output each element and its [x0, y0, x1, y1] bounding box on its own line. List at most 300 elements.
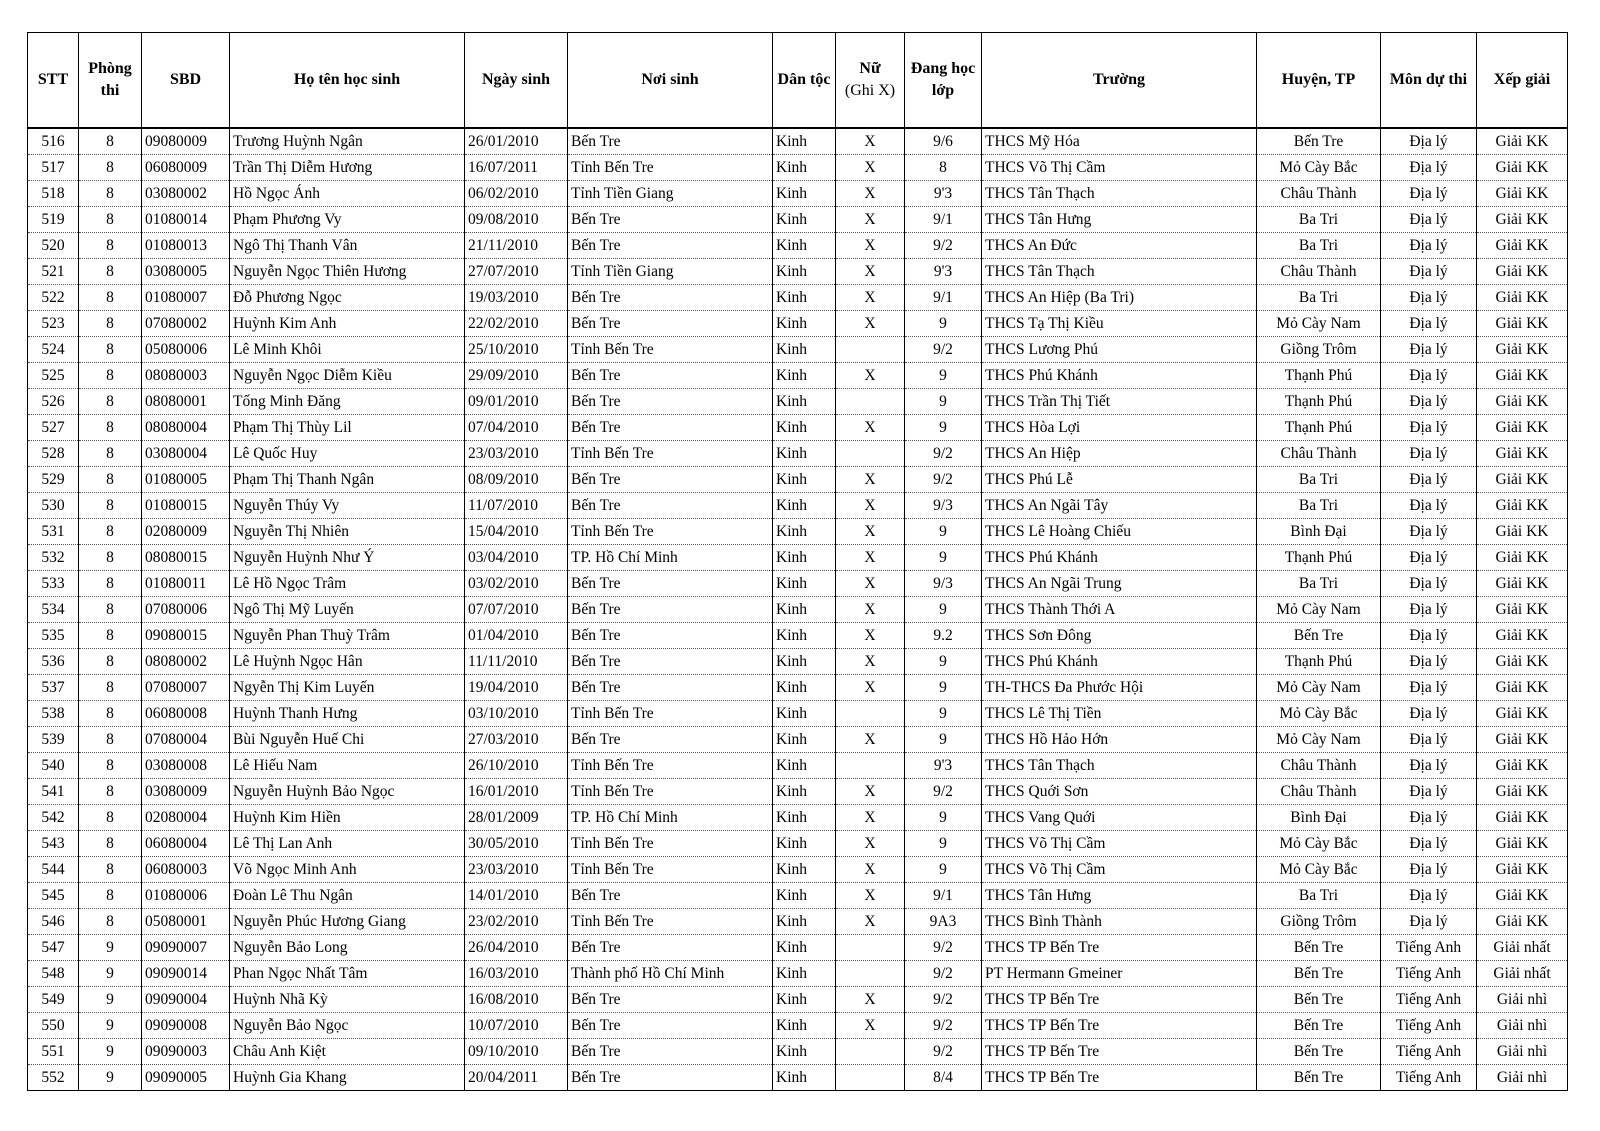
cell-ho-ten: Lê Minh Khôi — [230, 337, 465, 363]
cell-ngay-sinh: 09/01/2010 — [465, 389, 568, 415]
cell-nu: X — [836, 285, 905, 311]
cell-xep-giai: Giải KK — [1477, 727, 1568, 753]
cell-sbd: 06080009 — [142, 155, 230, 181]
cell-ho-ten: Huỳnh Gia Khang — [230, 1065, 465, 1091]
cell-lop: 9/1 — [905, 883, 982, 909]
cell-noi-sinh: Tỉnh Bến Tre — [568, 779, 773, 805]
cell-phong-thi: 8 — [79, 128, 142, 155]
cell-lop: 9 — [905, 311, 982, 337]
cell-stt: 521 — [28, 259, 79, 285]
cell-nu: X — [836, 128, 905, 155]
cell-xep-giai: Giải nhì — [1477, 1065, 1568, 1091]
cell-lop: 9'3 — [905, 181, 982, 207]
cell-stt: 537 — [28, 675, 79, 701]
header-mon: Môn dự thi — [1381, 33, 1477, 129]
cell-xep-giai: Giải KK — [1477, 233, 1568, 259]
cell-truong: THCS Võ Thị Cầm — [982, 831, 1257, 857]
cell-stt: 531 — [28, 519, 79, 545]
header-truong: Trường — [982, 33, 1257, 129]
header-noi-sinh: Nơi sinh — [568, 33, 773, 129]
cell-noi-sinh: Thành phố Hồ Chí Minh — [568, 961, 773, 987]
cell-stt: 536 — [28, 649, 79, 675]
cell-truong: THCS Quới Sơn — [982, 779, 1257, 805]
cell-truong: THCS Lê Hoàng Chiếu — [982, 519, 1257, 545]
cell-xep-giai: Giải KK — [1477, 675, 1568, 701]
cell-mon: Địa lý — [1381, 701, 1477, 727]
cell-xep-giai: Giải KK — [1477, 623, 1568, 649]
cell-stt: 527 — [28, 415, 79, 441]
cell-ho-ten: Ngô Thị Thanh Vân — [230, 233, 465, 259]
cell-noi-sinh: Tỉnh Bến Tre — [568, 155, 773, 181]
cell-xep-giai: Giải KK — [1477, 545, 1568, 571]
cell-noi-sinh: Bến Tre — [568, 571, 773, 597]
cell-ngay-sinh: 22/02/2010 — [465, 311, 568, 337]
cell-noi-sinh: Tỉnh Tiền Giang — [568, 181, 773, 207]
cell-ngay-sinh: 11/07/2010 — [465, 493, 568, 519]
cell-ngay-sinh: 16/03/2010 — [465, 961, 568, 987]
cell-lop: 8 — [905, 155, 982, 181]
cell-huyen: Ba Tri — [1257, 207, 1381, 233]
cell-dan-toc: Kinh — [773, 961, 836, 987]
cell-xep-giai: Giải KK — [1477, 909, 1568, 935]
cell-phong-thi: 8 — [79, 181, 142, 207]
cell-lop: 9 — [905, 363, 982, 389]
cell-noi-sinh: Bến Tre — [568, 363, 773, 389]
cell-huyen: Bến Tre — [1257, 987, 1381, 1013]
cell-mon: Địa lý — [1381, 909, 1477, 935]
cell-lop: 9 — [905, 519, 982, 545]
cell-sbd: 01080015 — [142, 493, 230, 519]
cell-stt: 545 — [28, 883, 79, 909]
cell-dan-toc: Kinh — [773, 181, 836, 207]
cell-truong: THCS Trần Thị Tiết — [982, 389, 1257, 415]
cell-noi-sinh: Bến Tre — [568, 493, 773, 519]
cell-truong: THCS An Hiệp (Ba Tri) — [982, 285, 1257, 311]
cell-phong-thi: 8 — [79, 467, 142, 493]
cell-phong-thi: 9 — [79, 1013, 142, 1039]
cell-ho-ten: Đoàn Lê Thu Ngân — [230, 883, 465, 909]
cell-phong-thi: 8 — [79, 285, 142, 311]
cell-mon: Địa lý — [1381, 519, 1477, 545]
cell-noi-sinh: Tỉnh Bến Tre — [568, 701, 773, 727]
cell-dan-toc: Kinh — [773, 493, 836, 519]
cell-stt: 532 — [28, 545, 79, 571]
cell-huyen: Mỏ Cày Bắc — [1257, 701, 1381, 727]
cell-mon: Địa lý — [1381, 128, 1477, 155]
cell-huyen: Bến Tre — [1257, 128, 1381, 155]
table-row — [28, 883, 1568, 909]
cell-sbd: 09090003 — [142, 1039, 230, 1065]
cell-lop: 9'3 — [905, 753, 982, 779]
cell-dan-toc: Kinh — [773, 389, 836, 415]
cell-huyen: Châu Thành — [1257, 753, 1381, 779]
cell-noi-sinh: Bến Tre — [568, 727, 773, 753]
table-body — [28, 128, 1568, 1091]
table-row — [28, 519, 1568, 545]
cell-mon: Tiếng Anh — [1381, 987, 1477, 1013]
cell-nu: X — [836, 675, 905, 701]
cell-nu — [836, 337, 905, 363]
cell-mon: Địa lý — [1381, 415, 1477, 441]
cell-ho-ten: Tống Minh Đăng — [230, 389, 465, 415]
cell-sbd: 08080002 — [142, 649, 230, 675]
table-row — [28, 909, 1568, 935]
cell-sbd: 03080008 — [142, 753, 230, 779]
table-row — [28, 805, 1568, 831]
cell-phong-thi: 9 — [79, 987, 142, 1013]
cell-huyen: Châu Thành — [1257, 441, 1381, 467]
table-row — [28, 779, 1568, 805]
cell-stt: 518 — [28, 181, 79, 207]
cell-phong-thi: 8 — [79, 389, 142, 415]
table-row — [28, 389, 1568, 415]
cell-phong-thi: 9 — [79, 1065, 142, 1091]
cell-mon: Địa lý — [1381, 285, 1477, 311]
cell-truong: THCS Tân Thạch — [982, 753, 1257, 779]
cell-ngay-sinh: 26/10/2010 — [465, 753, 568, 779]
cell-huyen: Bến Tre — [1257, 935, 1381, 961]
cell-nu — [836, 753, 905, 779]
cell-truong: THCS Vang Quới — [982, 805, 1257, 831]
cell-ho-ten: Trương Huỳnh Ngân — [230, 128, 465, 155]
cell-phong-thi: 8 — [79, 311, 142, 337]
cell-nu: X — [836, 363, 905, 389]
cell-ho-ten: Nguyễn Bảo Ngọc — [230, 1013, 465, 1039]
cell-nu: X — [836, 233, 905, 259]
cell-stt: 526 — [28, 389, 79, 415]
cell-stt: 550 — [28, 1013, 79, 1039]
cell-noi-sinh: Bến Tre — [568, 987, 773, 1013]
cell-huyen: Bình Đại — [1257, 805, 1381, 831]
cell-ho-ten: Huỳnh Thanh Hưng — [230, 701, 465, 727]
header-nu-sub: (Ghi X) — [844, 82, 896, 99]
cell-truong: THCS Phú Khánh — [982, 545, 1257, 571]
cell-truong: TH-THCS Đa Phước Hội — [982, 675, 1257, 701]
cell-ho-ten: Lê Thị Lan Anh — [230, 831, 465, 857]
cell-ngay-sinh: 23/02/2010 — [465, 909, 568, 935]
cell-truong: THCS Tạ Thị Kiều — [982, 311, 1257, 337]
cell-phong-thi: 8 — [79, 233, 142, 259]
cell-xep-giai: Giải nhì — [1477, 987, 1568, 1013]
cell-nu: X — [836, 623, 905, 649]
cell-nu: X — [836, 805, 905, 831]
cell-lop: 9/2 — [905, 337, 982, 363]
cell-ngay-sinh: 10/07/2010 — [465, 1013, 568, 1039]
cell-mon: Địa lý — [1381, 857, 1477, 883]
cell-phong-thi: 8 — [79, 753, 142, 779]
cell-truong: THCS Hòa Lợi — [982, 415, 1257, 441]
cell-xep-giai: Giải KK — [1477, 493, 1568, 519]
cell-stt: 535 — [28, 623, 79, 649]
cell-dan-toc: Kinh — [773, 857, 836, 883]
table-row — [28, 545, 1568, 571]
cell-noi-sinh: Bến Tre — [568, 389, 773, 415]
cell-noi-sinh: Bến Tre — [568, 623, 773, 649]
header-xep-giai: Xếp giải — [1477, 33, 1568, 129]
cell-noi-sinh: Bến Tre — [568, 311, 773, 337]
cell-dan-toc: Kinh — [773, 701, 836, 727]
cell-huyen: Giồng Trôm — [1257, 909, 1381, 935]
cell-dan-toc: Kinh — [773, 259, 836, 285]
cell-xep-giai: Giải nhất — [1477, 935, 1568, 961]
cell-ho-ten: Nguyễn Bảo Long — [230, 935, 465, 961]
cell-huyen: Thạnh Phú — [1257, 545, 1381, 571]
cell-ngay-sinh: 09/08/2010 — [465, 207, 568, 233]
cell-xep-giai: Giải KK — [1477, 701, 1568, 727]
cell-mon: Địa lý — [1381, 181, 1477, 207]
table-row — [28, 727, 1568, 753]
cell-ho-ten: Phạm Phương Vy — [230, 207, 465, 233]
cell-ho-ten: Huỳnh Kim Anh — [230, 311, 465, 337]
cell-dan-toc: Kinh — [773, 805, 836, 831]
cell-lop: 9/2 — [905, 1039, 982, 1065]
table-row — [28, 259, 1568, 285]
cell-ngay-sinh: 16/01/2010 — [465, 779, 568, 805]
table-row — [28, 857, 1568, 883]
cell-dan-toc: Kinh — [773, 311, 836, 337]
cell-lop: 9 — [905, 675, 982, 701]
cell-sbd: 07080004 — [142, 727, 230, 753]
cell-ho-ten: Phạm Thị Thanh Ngân — [230, 467, 465, 493]
cell-xep-giai: Giải KK — [1477, 571, 1568, 597]
cell-stt: 546 — [28, 909, 79, 935]
cell-sbd: 09090014 — [142, 961, 230, 987]
cell-noi-sinh: Bến Tre — [568, 935, 773, 961]
cell-nu: X — [836, 493, 905, 519]
cell-huyen: Bến Tre — [1257, 1065, 1381, 1091]
cell-nu: X — [836, 779, 905, 805]
cell-nu: X — [836, 649, 905, 675]
cell-dan-toc: Kinh — [773, 1039, 836, 1065]
cell-lop: 9 — [905, 389, 982, 415]
cell-huyen: Bến Tre — [1257, 623, 1381, 649]
cell-mon: Tiếng Anh — [1381, 1065, 1477, 1091]
cell-ho-ten: Trần Thị Diễm Hương — [230, 155, 465, 181]
cell-xep-giai: Giải KK — [1477, 805, 1568, 831]
cell-sbd: 08080015 — [142, 545, 230, 571]
cell-mon: Địa lý — [1381, 675, 1477, 701]
cell-ngay-sinh: 03/02/2010 — [465, 571, 568, 597]
cell-noi-sinh: Bến Tre — [568, 1039, 773, 1065]
cell-huyen: Ba Tri — [1257, 493, 1381, 519]
cell-dan-toc: Kinh — [773, 363, 836, 389]
cell-huyen: Châu Thành — [1257, 181, 1381, 207]
cell-truong: THCS Tân Thạch — [982, 181, 1257, 207]
table-row — [28, 571, 1568, 597]
cell-ho-ten: Nguyễn Ngọc Diễm Kiều — [230, 363, 465, 389]
cell-phong-thi: 8 — [79, 571, 142, 597]
cell-noi-sinh: Tỉnh Bến Tre — [568, 753, 773, 779]
results-table — [27, 32, 1568, 1091]
cell-sbd: 08080004 — [142, 415, 230, 441]
cell-lop: 9'3 — [905, 259, 982, 285]
cell-noi-sinh: Bến Tre — [568, 128, 773, 155]
cell-phong-thi: 8 — [79, 259, 142, 285]
table-row — [28, 649, 1568, 675]
cell-ngay-sinh: 01/04/2010 — [465, 623, 568, 649]
cell-noi-sinh: TP. Hồ Chí Minh — [568, 805, 773, 831]
cell-xep-giai: Giải KK — [1477, 337, 1568, 363]
cell-mon: Địa lý — [1381, 779, 1477, 805]
cell-ngay-sinh: 11/11/2010 — [465, 649, 568, 675]
cell-sbd: 03080009 — [142, 779, 230, 805]
cell-ngay-sinh: 20/04/2011 — [465, 1065, 568, 1091]
table-row — [28, 701, 1568, 727]
table-row — [28, 597, 1568, 623]
cell-ho-ten: Bùi Nguyễn Huế Chi — [230, 727, 465, 753]
cell-huyen: Thạnh Phú — [1257, 389, 1381, 415]
cell-lop: 9.2 — [905, 623, 982, 649]
cell-xep-giai: Giải KK — [1477, 285, 1568, 311]
cell-phong-thi: 8 — [79, 727, 142, 753]
cell-lop: 9/2 — [905, 441, 982, 467]
cell-huyen: Thạnh Phú — [1257, 415, 1381, 441]
cell-truong: THCS Phú Lễ — [982, 467, 1257, 493]
cell-mon: Địa lý — [1381, 649, 1477, 675]
cell-huyen: Ba Tri — [1257, 467, 1381, 493]
cell-phong-thi: 8 — [79, 363, 142, 389]
cell-ho-ten: Châu Anh Kiệt — [230, 1039, 465, 1065]
cell-ho-ten: Huỳnh Kim Hiền — [230, 805, 465, 831]
cell-phong-thi: 8 — [79, 623, 142, 649]
cell-mon: Địa lý — [1381, 363, 1477, 389]
cell-ho-ten: Nguyễn Phan Thuỳ Trâm — [230, 623, 465, 649]
cell-dan-toc: Kinh — [773, 233, 836, 259]
cell-nu — [836, 389, 905, 415]
cell-xep-giai: Giải KK — [1477, 597, 1568, 623]
cell-mon: Địa lý — [1381, 753, 1477, 779]
cell-ngay-sinh: 29/09/2010 — [465, 363, 568, 389]
cell-xep-giai: Giải KK — [1477, 519, 1568, 545]
cell-xep-giai: Giải KK — [1477, 207, 1568, 233]
cell-phong-thi: 8 — [79, 883, 142, 909]
cell-sbd: 07080002 — [142, 311, 230, 337]
header-huyen: Huyện, TP — [1257, 33, 1381, 129]
header-stt: STT — [28, 33, 79, 129]
header-sbd: SBD — [142, 33, 230, 129]
cell-lop: 9 — [905, 649, 982, 675]
cell-noi-sinh: Bến Tre — [568, 467, 773, 493]
cell-stt: 525 — [28, 363, 79, 389]
cell-sbd: 01080013 — [142, 233, 230, 259]
cell-stt: 549 — [28, 987, 79, 1013]
cell-mon: Tiếng Anh — [1381, 1013, 1477, 1039]
header-row — [28, 33, 1568, 129]
cell-huyen: Thạnh Phú — [1257, 363, 1381, 389]
cell-xep-giai: Giải nhì — [1477, 1013, 1568, 1039]
cell-mon: Địa lý — [1381, 467, 1477, 493]
cell-mon: Tiếng Anh — [1381, 1039, 1477, 1065]
cell-truong: THCS Tân Hưng — [982, 207, 1257, 233]
cell-ngay-sinh: 15/04/2010 — [465, 519, 568, 545]
cell-lop: 9/2 — [905, 961, 982, 987]
cell-noi-sinh: Bến Tre — [568, 597, 773, 623]
cell-stt: 540 — [28, 753, 79, 779]
cell-huyen: Bến Tre — [1257, 1013, 1381, 1039]
cell-dan-toc: Kinh — [773, 519, 836, 545]
cell-nu: X — [836, 987, 905, 1013]
cell-ngay-sinh: 16/07/2011 — [465, 155, 568, 181]
cell-huyen: Mỏ Cày Nam — [1257, 311, 1381, 337]
cell-lop: 9/3 — [905, 571, 982, 597]
cell-dan-toc: Kinh — [773, 987, 836, 1013]
cell-truong: THCS Võ Thị Cầm — [982, 155, 1257, 181]
cell-ngay-sinh: 03/04/2010 — [465, 545, 568, 571]
cell-phong-thi: 9 — [79, 935, 142, 961]
cell-mon: Địa lý — [1381, 883, 1477, 909]
cell-phong-thi: 8 — [79, 155, 142, 181]
cell-huyen: Châu Thành — [1257, 779, 1381, 805]
cell-noi-sinh: Tỉnh Bến Tre — [568, 337, 773, 363]
table-row — [28, 753, 1568, 779]
cell-ngay-sinh: 21/11/2010 — [465, 233, 568, 259]
cell-huyen: Mỏ Cày Nam — [1257, 597, 1381, 623]
table-row — [28, 1039, 1568, 1065]
cell-truong: THCS TP Bến Tre — [982, 1013, 1257, 1039]
cell-lop: 9/6 — [905, 128, 982, 155]
cell-lop: 9/2 — [905, 935, 982, 961]
cell-stt: 523 — [28, 311, 79, 337]
cell-mon: Địa lý — [1381, 337, 1477, 363]
cell-noi-sinh: Bến Tre — [568, 415, 773, 441]
cell-sbd: 09090008 — [142, 1013, 230, 1039]
cell-phong-thi: 8 — [79, 597, 142, 623]
cell-dan-toc: Kinh — [773, 1013, 836, 1039]
cell-ho-ten: Huỳnh Nhã Kỳ — [230, 987, 465, 1013]
cell-sbd: 06080003 — [142, 857, 230, 883]
cell-truong: THCS TP Bến Tre — [982, 987, 1257, 1013]
cell-ho-ten: Ngô Thị Mỹ Luyến — [230, 597, 465, 623]
cell-xep-giai: Giải KK — [1477, 363, 1568, 389]
cell-dan-toc: Kinh — [773, 545, 836, 571]
cell-phong-thi: 8 — [79, 779, 142, 805]
cell-truong: THCS TP Bến Tre — [982, 1039, 1257, 1065]
cell-sbd: 05080001 — [142, 909, 230, 935]
table-row — [28, 961, 1568, 987]
cell-truong: THCS Phú Khánh — [982, 363, 1257, 389]
cell-stt: 542 — [28, 805, 79, 831]
table-row — [28, 935, 1568, 961]
cell-noi-sinh: Bến Tre — [568, 207, 773, 233]
cell-ngay-sinh: 23/03/2010 — [465, 441, 568, 467]
cell-nu: X — [836, 571, 905, 597]
cell-phong-thi: 9 — [79, 961, 142, 987]
cell-ho-ten: Ngyễn Thị Kim Luyến — [230, 675, 465, 701]
cell-noi-sinh: Bến Tre — [568, 649, 773, 675]
cell-lop: 9 — [905, 831, 982, 857]
cell-huyen: Mỏ Cày Bắc — [1257, 155, 1381, 181]
cell-sbd: 06080004 — [142, 831, 230, 857]
cell-sbd: 03080002 — [142, 181, 230, 207]
cell-huyen: Châu Thành — [1257, 259, 1381, 285]
cell-mon: Địa lý — [1381, 259, 1477, 285]
table-row — [28, 207, 1568, 233]
cell-ho-ten: Phạm Thị Thùy Lil — [230, 415, 465, 441]
cell-stt: 547 — [28, 935, 79, 961]
cell-lop: 9/1 — [905, 285, 982, 311]
cell-phong-thi: 8 — [79, 831, 142, 857]
table-row — [28, 415, 1568, 441]
cell-xep-giai: Giải KK — [1477, 753, 1568, 779]
cell-truong: THCS Lê Thị Tiền — [982, 701, 1257, 727]
cell-ho-ten: Nguyễn Ngọc Thiên Hương — [230, 259, 465, 285]
cell-ho-ten: Lê Hồ Ngọc Trâm — [230, 571, 465, 597]
cell-noi-sinh: Tỉnh Bến Tre — [568, 519, 773, 545]
table-row — [28, 987, 1568, 1013]
cell-ngay-sinh: 19/03/2010 — [465, 285, 568, 311]
cell-truong: THCS TP Bến Tre — [982, 935, 1257, 961]
cell-noi-sinh: Tỉnh Bến Tre — [568, 909, 773, 935]
